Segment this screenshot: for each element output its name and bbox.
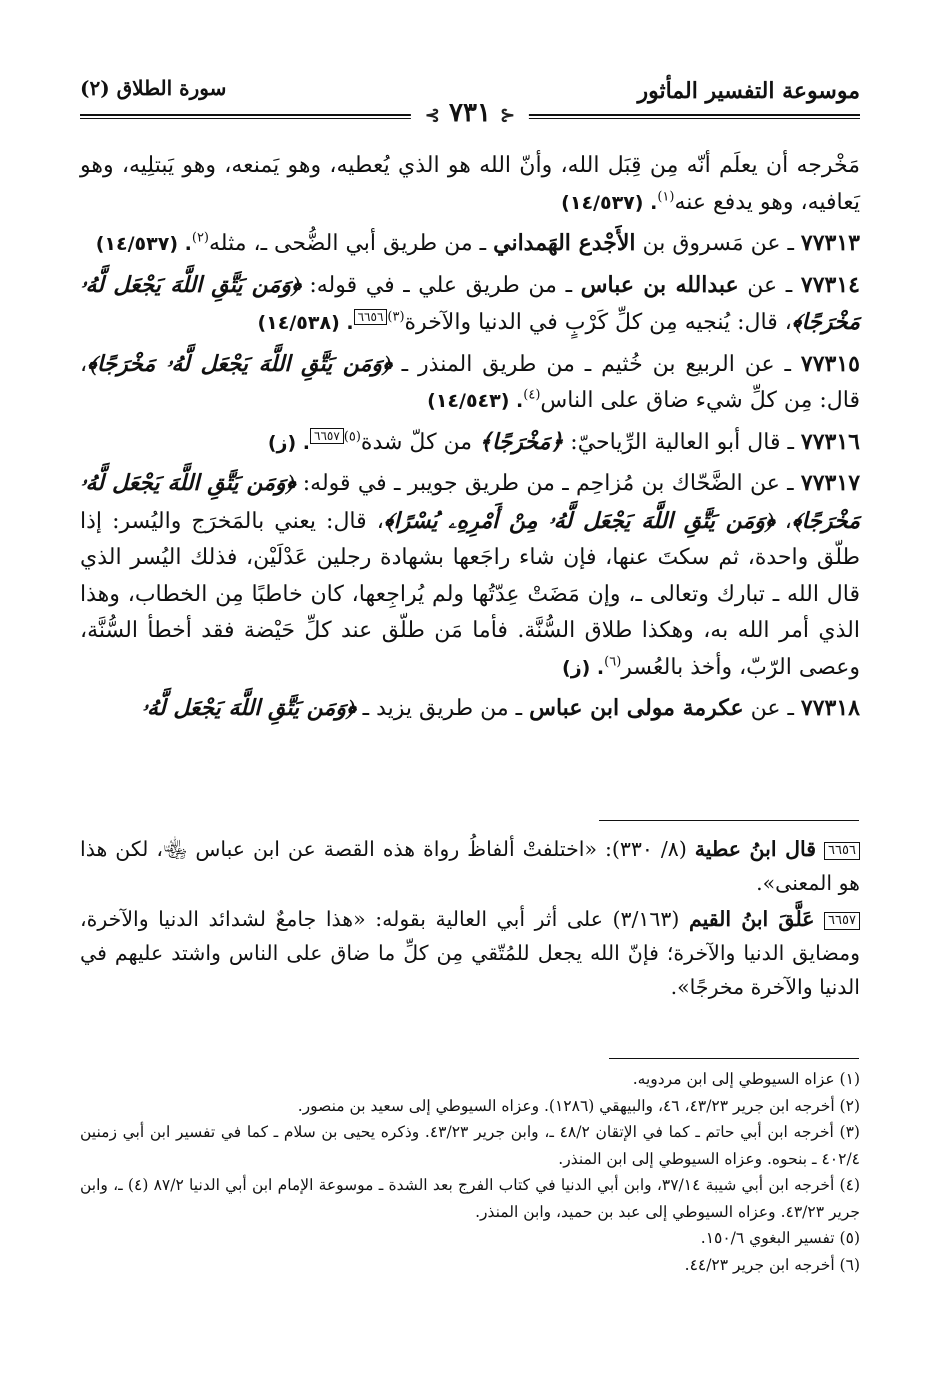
narration-number: ٧٧٣١٧ — [800, 470, 861, 496]
text-run: ، قال: يُنجيه مِن كلِّ كَرْبٍ في الدنيا والآخرة — [404, 310, 792, 335]
footnote: (١) عزاه السيوطي إلى ابن مردويه. — [632, 1070, 860, 1088]
footnote: (٤) أخرجه ابن أبي شيبة ٣٧/١٤، وابن أبي الدنيا في كتاب الفرج بعد الشدة ـ موسوعة الإمام ابن أبي الدنيا ٨٧/٢ (٤) ـ، وابن جرير ٤٣/٢٣. وعزاه السيوطي إلى عبد بن حميد، وابن المنذر. — [80, 1176, 860, 1221]
footnote: (٢) أخرجه ابن جرير ٤٣/٢٣، ٤٦، والبيهقي (١٢٨٦). وعزاه السيوطي إلى سعيد بن منصور. — [297, 1096, 860, 1115]
text-run: ـ عن — [743, 696, 801, 721]
footnote: (٦) أخرجه ابن جرير ٤٤/٢٣. — [684, 1255, 860, 1274]
text-run: من كلّ شدة — [360, 429, 480, 455]
footnote-marker[interactable]: (٥) — [343, 429, 361, 445]
reference: . (ز) — [267, 431, 310, 454]
footnote: (٥) تفسير البغوي ١٥٠/٦. — [700, 1229, 860, 1247]
paragraph — [80, 148, 860, 221]
footnote-marker[interactable]: (٦) — [604, 654, 622, 670]
narrator-name: عكرمة مولى ابن عباس — [529, 695, 744, 721]
reference: . (ز) — [562, 656, 605, 679]
narrator-name: عبدالله بن عباس — [580, 271, 739, 298]
quran-verse: ﴿مَخْرَجًا﴾ — [479, 428, 564, 455]
paragraph — [80, 225, 860, 263]
note-author: عَلَّقَ ابنُ القيم — [688, 907, 815, 931]
quran-verse: ﴿وَمَن يَتَّقِ اللَّهَ يَجْعَل لَّهُۥ مَخْرَجًا﴾ — [80, 271, 860, 335]
footnote-marker[interactable]: (٢) — [191, 230, 209, 246]
text-run: ، قال: مِن كلِّ شيء ضاق على الناس — [80, 351, 860, 413]
note-box-label: ٦٦٥٦ — [824, 842, 860, 860]
note-text: (٣/١٦٣) على أثر أبي العالية بقوله: «هذا جامعٌ لشدائد الدنيا والآخرة، ومضايق الدنيا والآخرة؛ فإنّ الله يجعل للمُتّقي مِن كلِّ ما ضاق على الناس واشتد عليهم في الدنيا والآخرة مخرجًا». — [80, 907, 860, 999]
quran-verse: ﴿وَمَن يَتَّقِ اللَّهَ يَجْعَل لَّهُۥ مَخْرَجًا﴾ — [87, 350, 392, 377]
paragraph — [80, 465, 860, 686]
text-run: ـ عن الربيع بن خُثيم ـ من طريق المنذر ـ — [391, 351, 801, 377]
text-run: ـ من طريق علي ـ في قوله: — [300, 272, 581, 298]
page-number-block — [411, 98, 529, 128]
footnote-marker[interactable]: (٤) — [523, 387, 541, 403]
text-run: مَخْرجه أن يعلَم أنّه مِن قِبَل الله، وأنّ الله هو الذي يُعطيه، وهو يَمنعه، وهو يَبتلِيه، وهو يَعافيه، وهو يدفع عنه — [80, 153, 860, 215]
quran-verse: ﴿وَمَن يَتَّقِ اللَّهَ يَجْعَل لَّهُۥ مَخْرَجًا﴾ — [80, 470, 860, 534]
notes-separator — [599, 820, 859, 821]
note-text: (٨/ ٣٣٠): «اختلفتْ ألفاظُ رواة هذه القصة عن ابن عباس ﵄، لكن هذا هو المعنى». — [80, 837, 860, 895]
footnote-marker[interactable]: (٣) — [387, 309, 405, 325]
note-author: قال ابنُ عطية — [694, 837, 817, 861]
narrator-name: الأَجْدع الهَمداني — [493, 230, 636, 256]
quran-verse: ﴿وَمَن يَتَّقِ اللَّهَ يَجْعَل لَّهُۥ مِنْ أَمْرِهِۦ يُسْرًا﴾ — [383, 507, 775, 534]
text-run: ـ من طريق يزيد ـ — [355, 696, 530, 721]
paragraph — [80, 346, 860, 420]
text-run: ـ عن — [738, 272, 801, 298]
commentary-notes — [80, 832, 860, 1006]
note-box-marker[interactable]: ٦٦٥٦ — [354, 309, 388, 325]
page-header — [80, 70, 860, 134]
paragraph — [80, 267, 860, 342]
narration-number: ٧٧٣١٦ — [800, 428, 860, 455]
reference: . (١٤/٥٣٨) — [257, 312, 354, 334]
narration-number: ٧٧٣١٥ — [800, 350, 860, 377]
reference: . (١٤/٥٣٧) — [95, 233, 192, 255]
narration-number: ٧٧٣١٣ — [800, 230, 860, 256]
quran-verse: ﴿وَمَن يَتَّقِ اللَّهَ يَجْعَل لَّهُۥ — [141, 695, 356, 721]
main-text — [80, 148, 860, 732]
paragraph — [80, 690, 860, 728]
narration-number: ٧٧٣١٨ — [800, 695, 860, 721]
text-run: ـ قال أبو العالية الرِّياحيّ: — [563, 429, 801, 455]
footnote-marker[interactable]: (١) — [657, 189, 675, 205]
footnotes — [80, 1066, 860, 1278]
text-run: ـ عن مَسروق بن — [635, 231, 801, 256]
reference: . (١٤/٥٤٣) — [427, 390, 524, 412]
commentary-note — [80, 832, 860, 900]
page-number: ٧٣١ — [449, 98, 491, 128]
reference: . (١٤/٥٣٧) — [561, 191, 658, 214]
text-run: ، قال: يعني بالمَخرَج واليُسر: إذا طلّق واحدة، ثم سكتَ عنها، فإن شاء راجَعها بشهادة رجلين عَدْلَيْن، فذلك اليُسر الذي قال الله ـ تبارك وتعالى ـ، وإن مَضَتْ عِدّتُها ولم يُراجِعها، كان خاطبًا مِن الخطاب، وهذا الذي أمر الله به، وهكذا طلاق السُّنَّة. فأما مَن طلّق عند كلِّ حَيْضة فقد أخطأ السُّنَّة، وعصى الرّبّ، وأخذ بالعُسر — [80, 508, 861, 680]
commentary-note — [80, 902, 860, 1004]
text-run: ، — [774, 508, 792, 534]
note-box-label: ٦٦٥٧ — [824, 912, 860, 930]
book-title: موسوعة التفسير المأثور — [637, 78, 860, 104]
paragraph — [80, 424, 860, 462]
note-box-marker[interactable]: ٦٦٥٧ — [310, 428, 344, 444]
ornament-icon: ⊰ — [500, 105, 516, 126]
surah-title: سورة الطلاق (٢) — [80, 76, 227, 100]
narration-number: ٧٧٣١٤ — [800, 271, 860, 298]
ornament-icon: ⊱ — [424, 105, 440, 126]
footnotes-separator — [609, 1058, 859, 1059]
footnote: (٣) أخرجه ابن أبي حاتم ـ كما في الإتقان ٤٨/٢ ـ، وابن جرير ٤٣/٢٣. وذكره يحيى بن سلام ـ كما في تفسير ابن أبي زمنين ٤٠٢/٤ ـ بنحوه. وعزاه السيوطي إلى ابن المنذر. — [80, 1123, 860, 1168]
text-run: ـ من طريق أبي الضُّحى ـ، مثله — [209, 231, 494, 256]
text-run: ـ عن الضَّحّاك بن مُزاحِم ـ من طريق جويبر ـ في قوله: — [295, 471, 801, 496]
